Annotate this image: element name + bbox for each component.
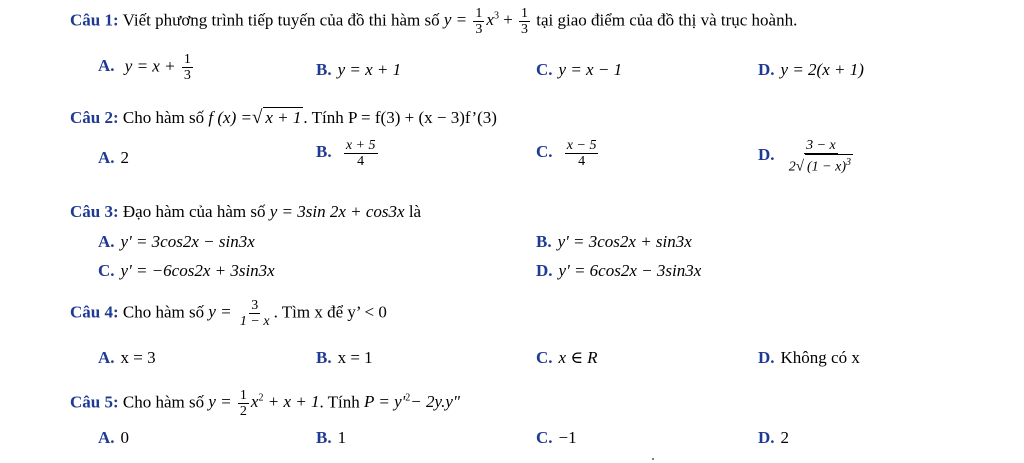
q4-answer-d[interactable]: D. Không có x <box>758 348 860 367</box>
q2-answer-d[interactable]: D. $\frac{3 - x}{2√ (1 - x)^3}$ <box>758 138 852 175</box>
q4-answer-c[interactable]: C. x ∈ R <box>536 348 598 367</box>
question-2-label: Câu 2: <box>70 108 119 127</box>
q2-answer-c[interactable]: C. $\frac{x - 5}{4}$ <box>536 138 597 169</box>
q5-answer-d[interactable]: D. 2 <box>758 428 790 447</box>
q3-answer-d[interactable]: D. y' = 6cos2x − 3sin3x <box>536 261 702 280</box>
question-3: Câu 3: Đạo hàm của hàm số y = 3sin 2x + cos3x là <box>70 202 422 221</box>
page-dot-mark <box>652 458 654 460</box>
q1-answer-a[interactable]: A. y = x + $\frac{1}{3}$ <box>98 52 191 83</box>
q4-answer-a[interactable]: A. x = 3 <box>98 348 156 367</box>
question-2: Câu 2: Cho hàm số f (x) =√ x + 1 . Tính P = f(3) + (x − 3)f’(3) <box>70 107 497 128</box>
q1-answer-b[interactable]: B. y = x + 1 <box>316 60 402 79</box>
q3-answer-c[interactable]: C. y' = −6cos2x + 3sin3x <box>98 261 275 280</box>
question-5-function: y = $\frac{1}{2}$ $x^2 + x + 1$ <box>208 388 320 419</box>
question-3-label: Câu 3: <box>70 202 119 221</box>
question-3-function: y = 3sin 2x + cos3x <box>269 202 405 221</box>
question-2-function: f (x) = <box>208 108 252 127</box>
question-4-label: Câu 4: <box>70 302 119 322</box>
question-4-function: y = $\frac{3}{1 - x}$ <box>208 298 270 329</box>
q3-answer-a[interactable]: A. y' = 3cos2x − sin3x <box>98 232 255 251</box>
q5-answer-c[interactable]: C. −1 <box>536 428 577 447</box>
question-1-text-2: tại giao điểm của đồ thị và trục hoành. <box>536 10 798 30</box>
question-5: Câu 5: Cho hàm số y = $\frac{1}{2}$ $x^2 + x + 1$. Tính $P = y'^2- 2y.y$" <box>70 388 461 419</box>
question-1 <box>70 6 797 37</box>
q4-answer-b[interactable]: B. x = 1 <box>316 348 373 367</box>
question-5-label: Câu 5: <box>70 392 119 412</box>
question-4: Câu 4: Cho hàm số y = $\frac{3}{1 - x}$ . Tìm x để y’ < 0 <box>70 298 387 329</box>
question-1-label: Câu 1: <box>70 10 119 30</box>
question-1-text: Viết phương trình tiếp tuyến của đồ thi hàm số <box>122 10 440 30</box>
question-5-expression: $P = y'^2- 2y.y$" <box>364 392 461 412</box>
sqrt-symbol: √ <box>251 107 263 128</box>
q1-answer-d[interactable]: D. y = 2(x + 1) <box>758 60 864 79</box>
question-1-function: y = $\frac{1}{3}$ $x^3$ + $\frac{1}{3}$ <box>443 6 529 37</box>
q1-answer-c[interactable]: C. y = x − 1 <box>536 60 623 79</box>
q2-answer-b[interactable]: B. $\frac{x + 5}{4}$ <box>316 138 376 169</box>
q2-answer-a[interactable]: A. 2 <box>98 148 130 167</box>
q5-answer-a[interactable]: A. 0 <box>98 428 130 447</box>
q5-answer-b[interactable]: B. 1 <box>316 428 347 447</box>
q3-answer-b[interactable]: B. y' = 3cos2x + sin3x <box>536 232 692 251</box>
